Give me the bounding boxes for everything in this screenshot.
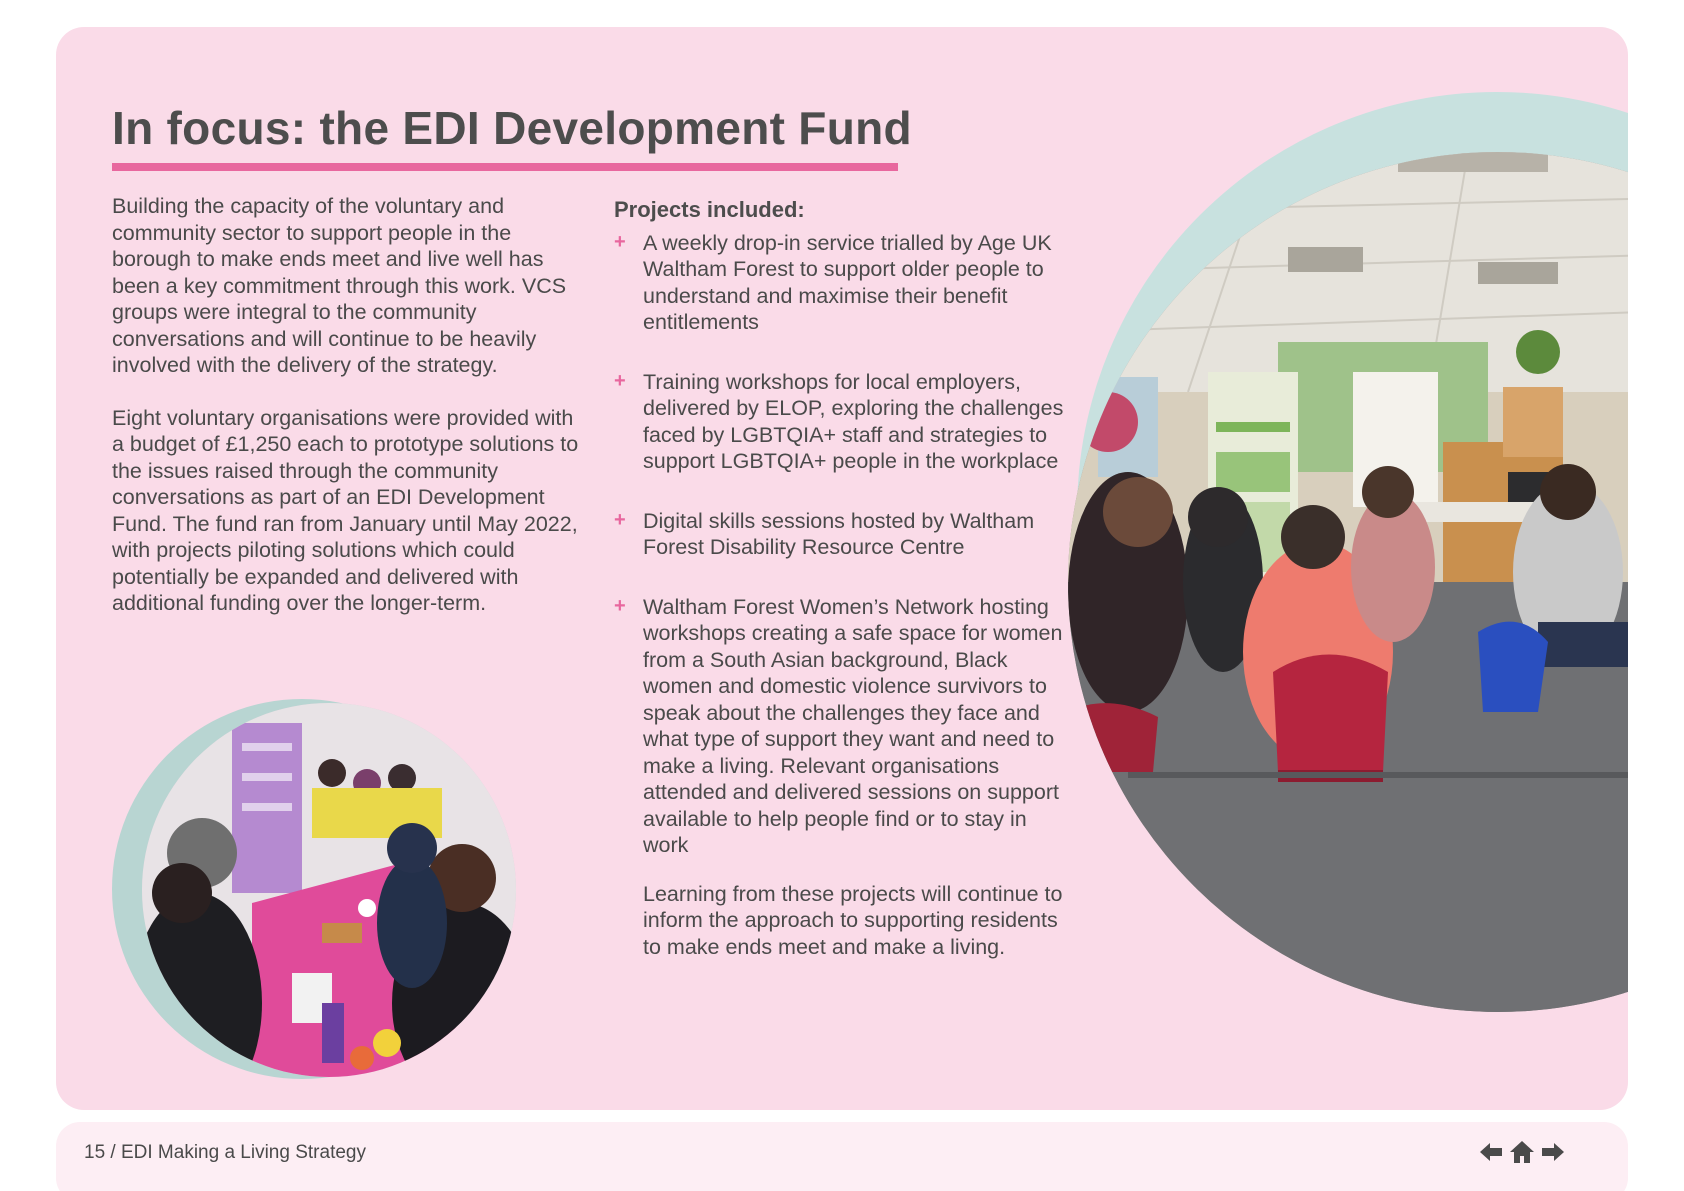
list-item (614, 230, 1074, 336)
plus-icon: + (614, 594, 626, 617)
intro-paragraph: Eight voluntary organisations were provided with a budget of £1,250 each to prototype solutions to the issues raised through the community conversations as part of an EDI Development Fund. The fund ran from January until May 2022, with projects piloting solutions which could potentially be expanded and delivered with additional funding over the longer-term. (112, 405, 579, 615)
page-navigation (1478, 1138, 1566, 1166)
plus-icon: + (614, 508, 626, 531)
home-icon[interactable] (1508, 1138, 1536, 1166)
intro-text (112, 193, 582, 643)
community-event-photo-illustration (142, 703, 516, 1077)
projects-heading: Projects included: (614, 197, 805, 222)
plus-icon: + (614, 369, 626, 392)
content-panel (56, 27, 1628, 1110)
page-title: In focus: the EDI Development Fund (112, 102, 912, 154)
projects-list (614, 197, 1074, 960)
list-item-text: Training workshops for local employers, delivered by ELOP, exploring the challenges faced by LGBTQIA+ staff and strategies to support LGBTQIA+ people in the workplace (643, 369, 1064, 473)
list-item-text: A weekly drop-in service trialled by Age UK Waltham Forest to support older people to understand and maximise their benefit entitlements (643, 230, 1052, 334)
arrow-left-icon[interactable] (1478, 1138, 1506, 1166)
page-number-label: 15 / EDI Making a Living Strategy (84, 1142, 366, 1163)
intro-paragraph: Building the capacity of the voluntary and community sector to support people in the borough to make ends meet and live well has been a key commitment through this work. VCS groups were integral to the community conversations and will continue to be heavily involved with the delivery of the strategy. (112, 194, 567, 377)
title-underline (112, 163, 898, 171)
list-item (614, 369, 1074, 475)
closing-text: Learning from these projects will continue to inform the approach to supporting residents to make ends meet and make a living. (643, 881, 1063, 959)
list-item-text: Waltham Forest Women’s Network hosting workshops creating a safe space for women from a South Asian background, Black women and domestic violence survivors to speak about the challenges they face and what type of support they want and need to make a living. Relevant organisations attended and delivered sessions on support available to help people find or to stay in work (643, 594, 1063, 857)
arrow-right-icon[interactable] (1538, 1138, 1566, 1166)
list-item (614, 508, 1074, 561)
community-event-photo (142, 703, 516, 1077)
list-item (614, 594, 1074, 859)
plus-icon: + (614, 230, 626, 253)
list-item-text: Digital skills sessions hosted by Waltham Forest Disability Resource Centre (643, 508, 1035, 559)
